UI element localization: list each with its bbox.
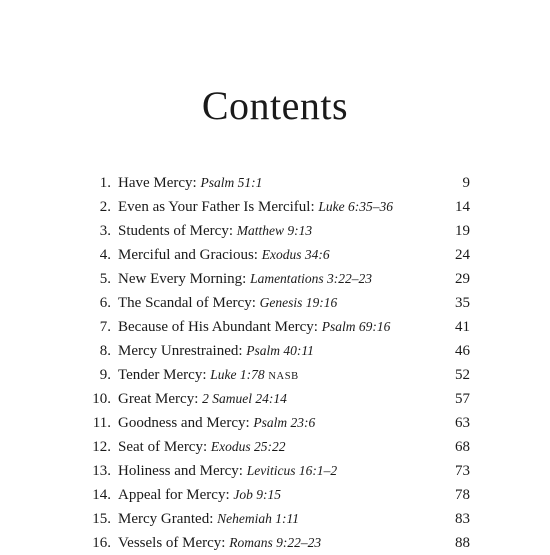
- toc-entry: [0, 243, 550, 267]
- page-title: Contents: [201, 83, 349, 128]
- entry-title: Students of Mercy:: [118, 223, 233, 239]
- entry-title: The Scandal of Mercy:: [118, 295, 256, 311]
- scripture-reference: Genesis 19:16: [259, 295, 338, 310]
- scripture-reference: Psalm 23:6: [253, 415, 316, 430]
- entry-title: Appeal for Mercy:: [118, 487, 230, 503]
- scripture-reference: Psalm 69:16: [321, 319, 391, 334]
- scripture-reference: Matthew 9:13: [236, 223, 313, 238]
- scripture-reference: Lamentations 3:22–23: [250, 271, 372, 286]
- page-number: 52: [455, 367, 470, 383]
- page-number: 63: [455, 415, 470, 431]
- scripture-reference: Nehemiah 1:11: [217, 511, 299, 526]
- entry-label: [118, 483, 281, 507]
- entry-label: [118, 507, 299, 531]
- entry-title: Holiness and Mercy:: [118, 463, 243, 479]
- scripture-reference: Job 9:15: [233, 487, 281, 502]
- entry-label: [118, 195, 393, 219]
- page-number: 35: [455, 295, 470, 311]
- toc-entry: [0, 339, 550, 363]
- entry-number: 2.: [99, 199, 111, 215]
- page-number: 19: [455, 223, 470, 239]
- entry-label: [118, 267, 372, 291]
- entry-label: [118, 531, 321, 555]
- scripture-reference: Psalm 51:1: [200, 175, 263, 190]
- toc-entry: [0, 507, 550, 531]
- toc-entry: [0, 531, 550, 555]
- entry-number: 4.: [99, 247, 111, 263]
- entry-label: [118, 387, 287, 411]
- entry-number: 1.: [99, 175, 111, 191]
- entry-label: [118, 291, 337, 315]
- page-number: 57: [455, 391, 470, 407]
- entry-title: Even as Your Father Is Merciful:: [118, 199, 315, 215]
- toc-entry: [0, 387, 550, 411]
- toc-entry: [0, 459, 550, 483]
- page-number: 78: [455, 487, 470, 503]
- toc-entry: [0, 483, 550, 507]
- table-of-contents: [0, 171, 550, 555]
- entry-number: 11.: [92, 415, 111, 431]
- entry-number: 14.: [92, 487, 111, 503]
- scripture-reference: Leviticus 16:1–2: [246, 463, 338, 478]
- entry-title: New Every Morning:: [118, 271, 247, 287]
- page-number: 68: [455, 439, 470, 455]
- entry-label: [118, 411, 315, 435]
- scripture-reference: Exodus 34:6: [261, 247, 330, 262]
- toc-entry: [0, 195, 550, 219]
- entry-number: 12.: [92, 439, 111, 455]
- entry-number: 6.: [99, 295, 111, 311]
- toc-entry: [0, 291, 550, 315]
- entry-title: Great Mercy:: [118, 391, 199, 407]
- toc-entry: [0, 267, 550, 291]
- page-number: 88: [455, 535, 470, 551]
- page-number: 46: [455, 343, 470, 359]
- scripture-reference: Psalm 40:11: [246, 343, 314, 358]
- scripture-reference: Romans 9:22–23: [229, 535, 322, 550]
- entry-number: 8.: [99, 343, 111, 359]
- page-number: 24: [455, 247, 470, 263]
- entry-label: [118, 219, 312, 243]
- scripture-reference: Exodus 25:22: [210, 439, 286, 454]
- scripture-reference: 2 Samuel 24:14: [202, 391, 287, 406]
- scripture-reference: Luke 1:78: [210, 367, 265, 382]
- entry-label: [118, 243, 330, 267]
- entry-label: [118, 435, 286, 459]
- entry-title: Because of His Abundant Mercy:: [118, 319, 318, 335]
- page-number: 14: [455, 199, 470, 215]
- entry-title: Tender Mercy:: [118, 367, 207, 383]
- toc-entry: [0, 411, 550, 435]
- entry-label: [118, 171, 262, 195]
- entry-number: 3.: [99, 223, 111, 239]
- entry-title: Mercy Granted:: [118, 511, 214, 527]
- entry-label: [118, 339, 314, 363]
- entry-title: Goodness and Mercy:: [118, 415, 250, 431]
- page-number: 41: [455, 319, 470, 335]
- entry-label: [118, 459, 337, 483]
- entry-number: 10.: [92, 391, 111, 407]
- entry-number: 16.: [92, 535, 111, 551]
- entry-label: [118, 315, 390, 339]
- translation-note: NASB: [268, 371, 299, 382]
- entry-label: [118, 363, 299, 389]
- entry-title: Have Mercy:: [118, 175, 197, 191]
- page-number: 73: [455, 463, 470, 479]
- entry-number: 7.: [99, 319, 111, 335]
- page-number: 9: [462, 175, 470, 191]
- toc-entry: [0, 171, 550, 195]
- entry-number: 15.: [92, 511, 111, 527]
- scripture-reference: Luke 6:35–36: [318, 199, 394, 214]
- entry-number: 5.: [99, 271, 111, 287]
- entry-title: Mercy Unrestrained:: [118, 343, 243, 359]
- toc-entry: [0, 435, 550, 459]
- entry-number: 13.: [92, 463, 111, 479]
- entry-title: Vessels of Mercy:: [118, 535, 226, 551]
- entry-title: Merciful and Gracious:: [118, 247, 258, 263]
- toc-entry: [0, 219, 550, 243]
- page-number: 29: [455, 271, 470, 287]
- entry-number: 9.: [99, 367, 111, 383]
- page-number: 83: [455, 511, 470, 527]
- toc-entry: [0, 363, 550, 387]
- entry-title: Seat of Mercy:: [118, 439, 208, 455]
- toc-entry: [0, 315, 550, 339]
